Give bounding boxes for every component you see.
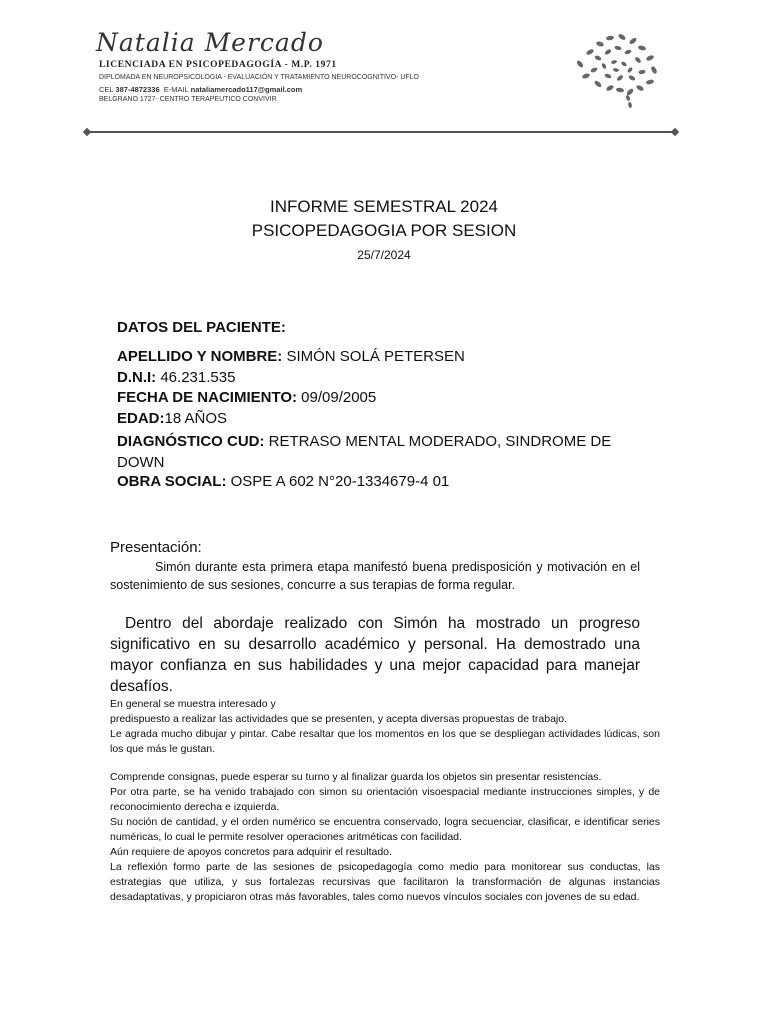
diagnosis-value: RETRASO MENTAL MODERADO, SINDROME DE DOWN <box>117 433 612 471</box>
dni-label: D.N.I: <box>117 369 157 386</box>
dni-value: 46.231.535 <box>156 369 236 386</box>
report-title: INFORME SEMESTRAL 2024 <box>270 197 498 216</box>
letterhead-contact <box>99 85 302 94</box>
cel-label: CEL <box>99 85 114 94</box>
patient-diagnosis-row <box>117 431 637 473</box>
paragraph-skills <box>110 770 660 905</box>
birth-label: FECHA DE NACIMIENTO: <box>117 389 297 406</box>
insurance-value: OSPE A 602 N°20-1334679-4 01 <box>226 473 450 490</box>
letterhead-name: Natalia Mercado <box>96 28 324 57</box>
patient-insurance-row <box>117 473 449 490</box>
paragraph-progress: Dentro del abordaje realizado con Simón ha mostrado un progreso significativo en su desarrollo académico y personal. Ha demostrado una mayor confianza en sus habilidades y una mejor capacidad para manejar desafíos. <box>110 615 640 695</box>
name-value: SIMÓN SOLÁ PETERSEN <box>282 348 465 365</box>
age-label: EDAD: <box>117 410 165 427</box>
patient-data-heading: DATOS DEL PACIENTE: <box>117 319 286 336</box>
divider-diamond-left <box>83 128 91 136</box>
patient-dni-row <box>117 369 235 386</box>
report-subtitle: PSICOPEDAGOGIA POR SESION <box>251 221 517 240</box>
text-line: Su noción de cantidad, y el orden numérico se encuentra conservado, logra secuenciar, clasificar, e identificar series numéricas, lo cual le permite resolver operaciones aritméticas con facilidad. <box>110 816 660 843</box>
text-line: Le agrada mucho dibujar y pintar. Cabe resaltar que los momentos en los que se despliegan actividades lúdicas, son los que más le gustan. <box>110 728 660 755</box>
age-value: 18 AÑOS <box>164 410 228 427</box>
text-line: La reflexión formo parte de las sesiones de psicopedagogía como medio para monitorear sus conductas, las estrategias que utiliza, y sus fortalezas recursivas que facilitaron la transformación de algunas instancias desadaptativas, y propiciaron otras más favorables, tales como nuevos vínculos sociales con jovenes de su edad. <box>110 861 660 903</box>
email-value: nataliamercado117@gmail.com <box>190 85 303 94</box>
text-line: En general se muestra interesado y <box>110 698 276 710</box>
letterhead-address: BELGRANO 1727- CENTRO TERAPEUTICO CONVIVIR <box>99 96 277 103</box>
patient-name-row <box>117 348 465 365</box>
letterhead-title: LICENCIADA EN PSICOPEDAGOGÍA - M.P. 1971 <box>99 60 337 70</box>
header-divider <box>86 131 676 133</box>
text-line: predispuesto a realizar las actividades que se presenten, y acepta diversas propuestas de trabajo. <box>110 713 568 725</box>
paragraph-interests <box>110 697 660 757</box>
patient-age-row <box>117 410 227 427</box>
cel-value: 387-4872336 <box>115 85 160 94</box>
report-date: 25/7/2024 <box>357 248 411 262</box>
text-line: Por otra parte, se ha venido trabajado con simon su orientación visoespacial mediante instrucciones simples, y de reconocimiento derecha e izquierda. <box>110 786 660 813</box>
brain-icon <box>570 28 662 112</box>
birth-value: 09/09/2005 <box>297 389 377 406</box>
email-label: E-MAIL <box>163 85 189 94</box>
divider-diamond-right <box>671 128 679 136</box>
paragraph-intro: Simón durante esta primera etapa manifestó buena predisposición y motivación en el sostenimiento de sus sesiones, concurre a sus terapias de forma regular. <box>110 560 640 592</box>
text-line: Comprende consignas, puede esperar su turno y al finalizar guarda los objetos sin presentar resistencias. <box>110 771 602 783</box>
name-label: APELLIDO Y NOMBRE: <box>117 348 283 365</box>
diagnosis-label: DIAGNÓSTICO CUD: <box>117 433 265 450</box>
patient-birth-row <box>117 389 376 406</box>
presentation-heading: Presentación: <box>110 539 202 556</box>
text-line: Aún requiere de apoyos concretos para adquirir el resultado. <box>110 846 392 858</box>
letterhead-diploma: DIPLOMADA EN NEUROPSICOLOGIA - EVALUACIÓN Y TRATAMIENTO NEUROCOGNITIVO- UFLO <box>99 74 419 81</box>
insurance-label: OBRA SOCIAL: <box>117 473 227 490</box>
